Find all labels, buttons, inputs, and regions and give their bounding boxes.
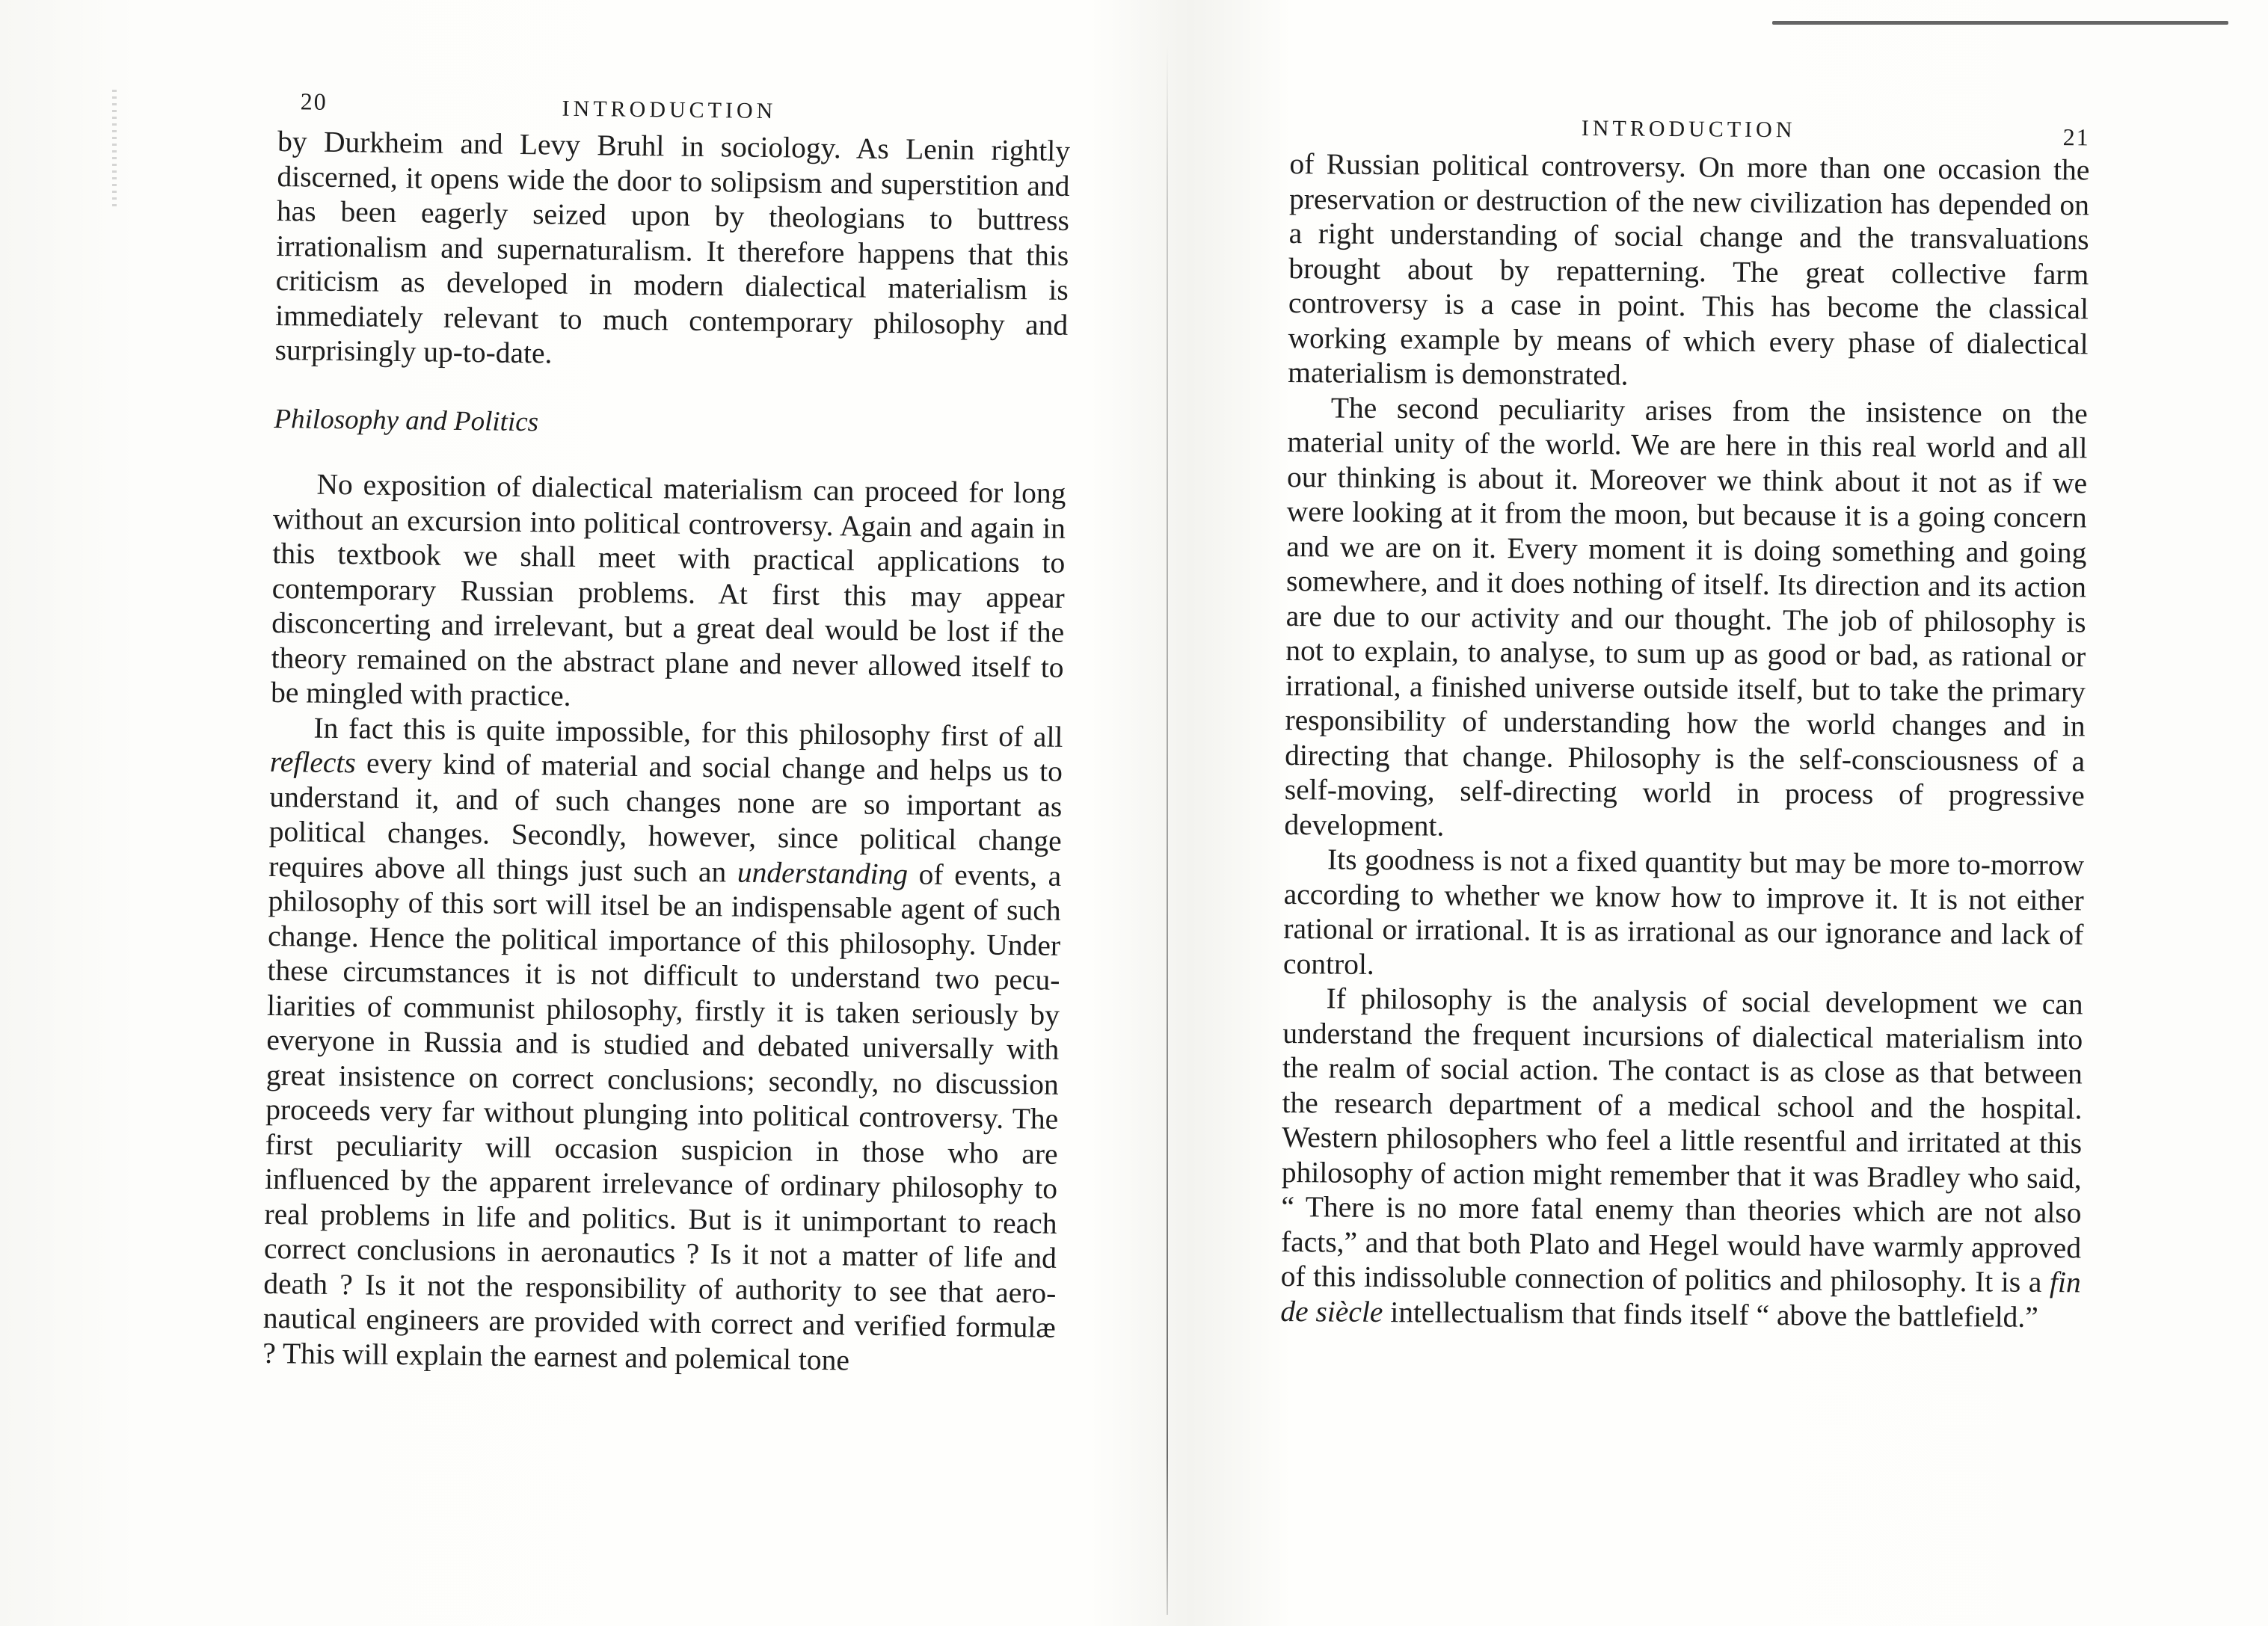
emphasis: fin de siècle: [1280, 1266, 2081, 1328]
running-head-title: INTRODUCTION: [1581, 116, 1796, 143]
book-gutter: [1167, 45, 1168, 1615]
text-run: of events, a philosophy of this sort will itsel be an indispensable agent of such change. Hence the political importance of this philosophy. Under these circumstances it is not difficult to understand two peculiarities of communist philosophy, firstly it is taken seriously by everyone in Russia and is studied and debated universally with great insistence on correct conclusions; secondly, no discussion proceeds very far without plunging into political controversy. The first peculiarity will occasion suspicion in those who are influenced by the apparent irrelevance of ordinary philosophy to real problems in life and politics. But is it unimportant to reach correct conclusions in aeronautics ? Is it not a matter of life and death ? Is it not the responsibility of authority to see that aeronautical engineers are provided with correct and verified formulæ ? This will explain the earnest and polemical tone: [262, 857, 1062, 1376]
paragraph: The second peculiarity arises from the insistence on the material unity of the world. We are here in this real world and all our thinking is about it. Moreover we think about it not as if we were looking at it from the moon, but because it is a going concern and we are on it. Every moment it is doing something and going somewhere, and it does nothing of itself. Its direction and its action are due to our activity and our thought. The job of philosophy is not to explain, to analyse, to sum up as good or bad, as rational or irrational, a finished universe outside itself, but to take the primary responsibility of understanding how the world changes and in directing that change. Philosophy is the self-consciousness of a self-moving, self-directing world in process of progressive development.: [1284, 390, 2089, 843]
text-run: If philosophy is the analysis of social development we can understand the frequent incursions of dialectical materialism into the realm of social action. The contact is as close as that between the research department of a medical school and the hospital. Western philosophers who feel a little resentful and irritated at this philosophy of action might remember that it was Bradley who said, “ There is no more fatal enemy than theories which are not also facts,” and that both Plato and Hegel would have warmly approved of this indissoluble connection of politics and philosophy. It is a: [1280, 982, 2083, 1299]
scan-edge-rule: [1772, 21, 2228, 25]
text-run: intellectualism that finds itself “ above the battlefield.”: [1383, 1295, 2038, 1334]
paragraph: Its goodness is not a fixed quantity but may be more to-morrow according to whether we know how to improve it. It is not either rational or irrational. It is as irrational as our ignorance and lack of control.: [1282, 843, 2085, 981]
paragraph: of Russian political controversy. On more than one occasion the preservation or destruction of the new civilization has depended on a right understanding of social change and the transvaluations brought about by repatterning. The great collective farm controversy is a case in point. This has become the classical working example by means of which every phase of dialectical materialism is demonstrated.: [1288, 147, 2090, 392]
emphasis: reflects: [269, 745, 357, 780]
page-edge-shadow: [112, 90, 117, 209]
paragraph: [1280, 981, 2083, 1334]
text-run: every kind of material and social change and helps us to understand it, and of such changes none are so important as political changes. Secondly, however, since political change requires above all things just such an: [268, 746, 1063, 889]
page-number: 20: [300, 87, 328, 115]
paragraph: by Durkheim and Levy Bruhl in sociology. As Lenin rightly discerned, it opens wide the door to solipsism and superstition and has been eagerly seized upon by theologians to buttress irrationalism and supernaturalism. It therefore happens that this criticism as developed in modern dialectical materialism is immediately relevant to much contemporary philosophy and surprisingly up-to-date.: [274, 124, 1071, 370]
paragraph: [262, 709, 1063, 1379]
right-running-head: [1290, 109, 2090, 153]
page-number: 21: [2062, 123, 2090, 151]
left-page: [262, 87, 1071, 1380]
paragraph: No exposition of dialectical materialism can proceed for long without an excursion into political controversy. Again and again in this textbook we shall meet with practical applications to contemporary Russian problems. At first this may appear disconcerting and irrelevant, but a great deal would be lost if the theory remained on the abstract plane and never allowed itself to be mingled with practice.: [270, 467, 1066, 712]
right-page: [1280, 109, 2090, 1334]
emphasis: understanding: [737, 855, 909, 890]
text-run: In fact this is quite impossible, for this philosophy first of all: [313, 711, 1063, 754]
section-heading: Philosophy and Politics: [274, 403, 539, 437]
running-head-title: INTRODUCTION: [562, 96, 777, 124]
